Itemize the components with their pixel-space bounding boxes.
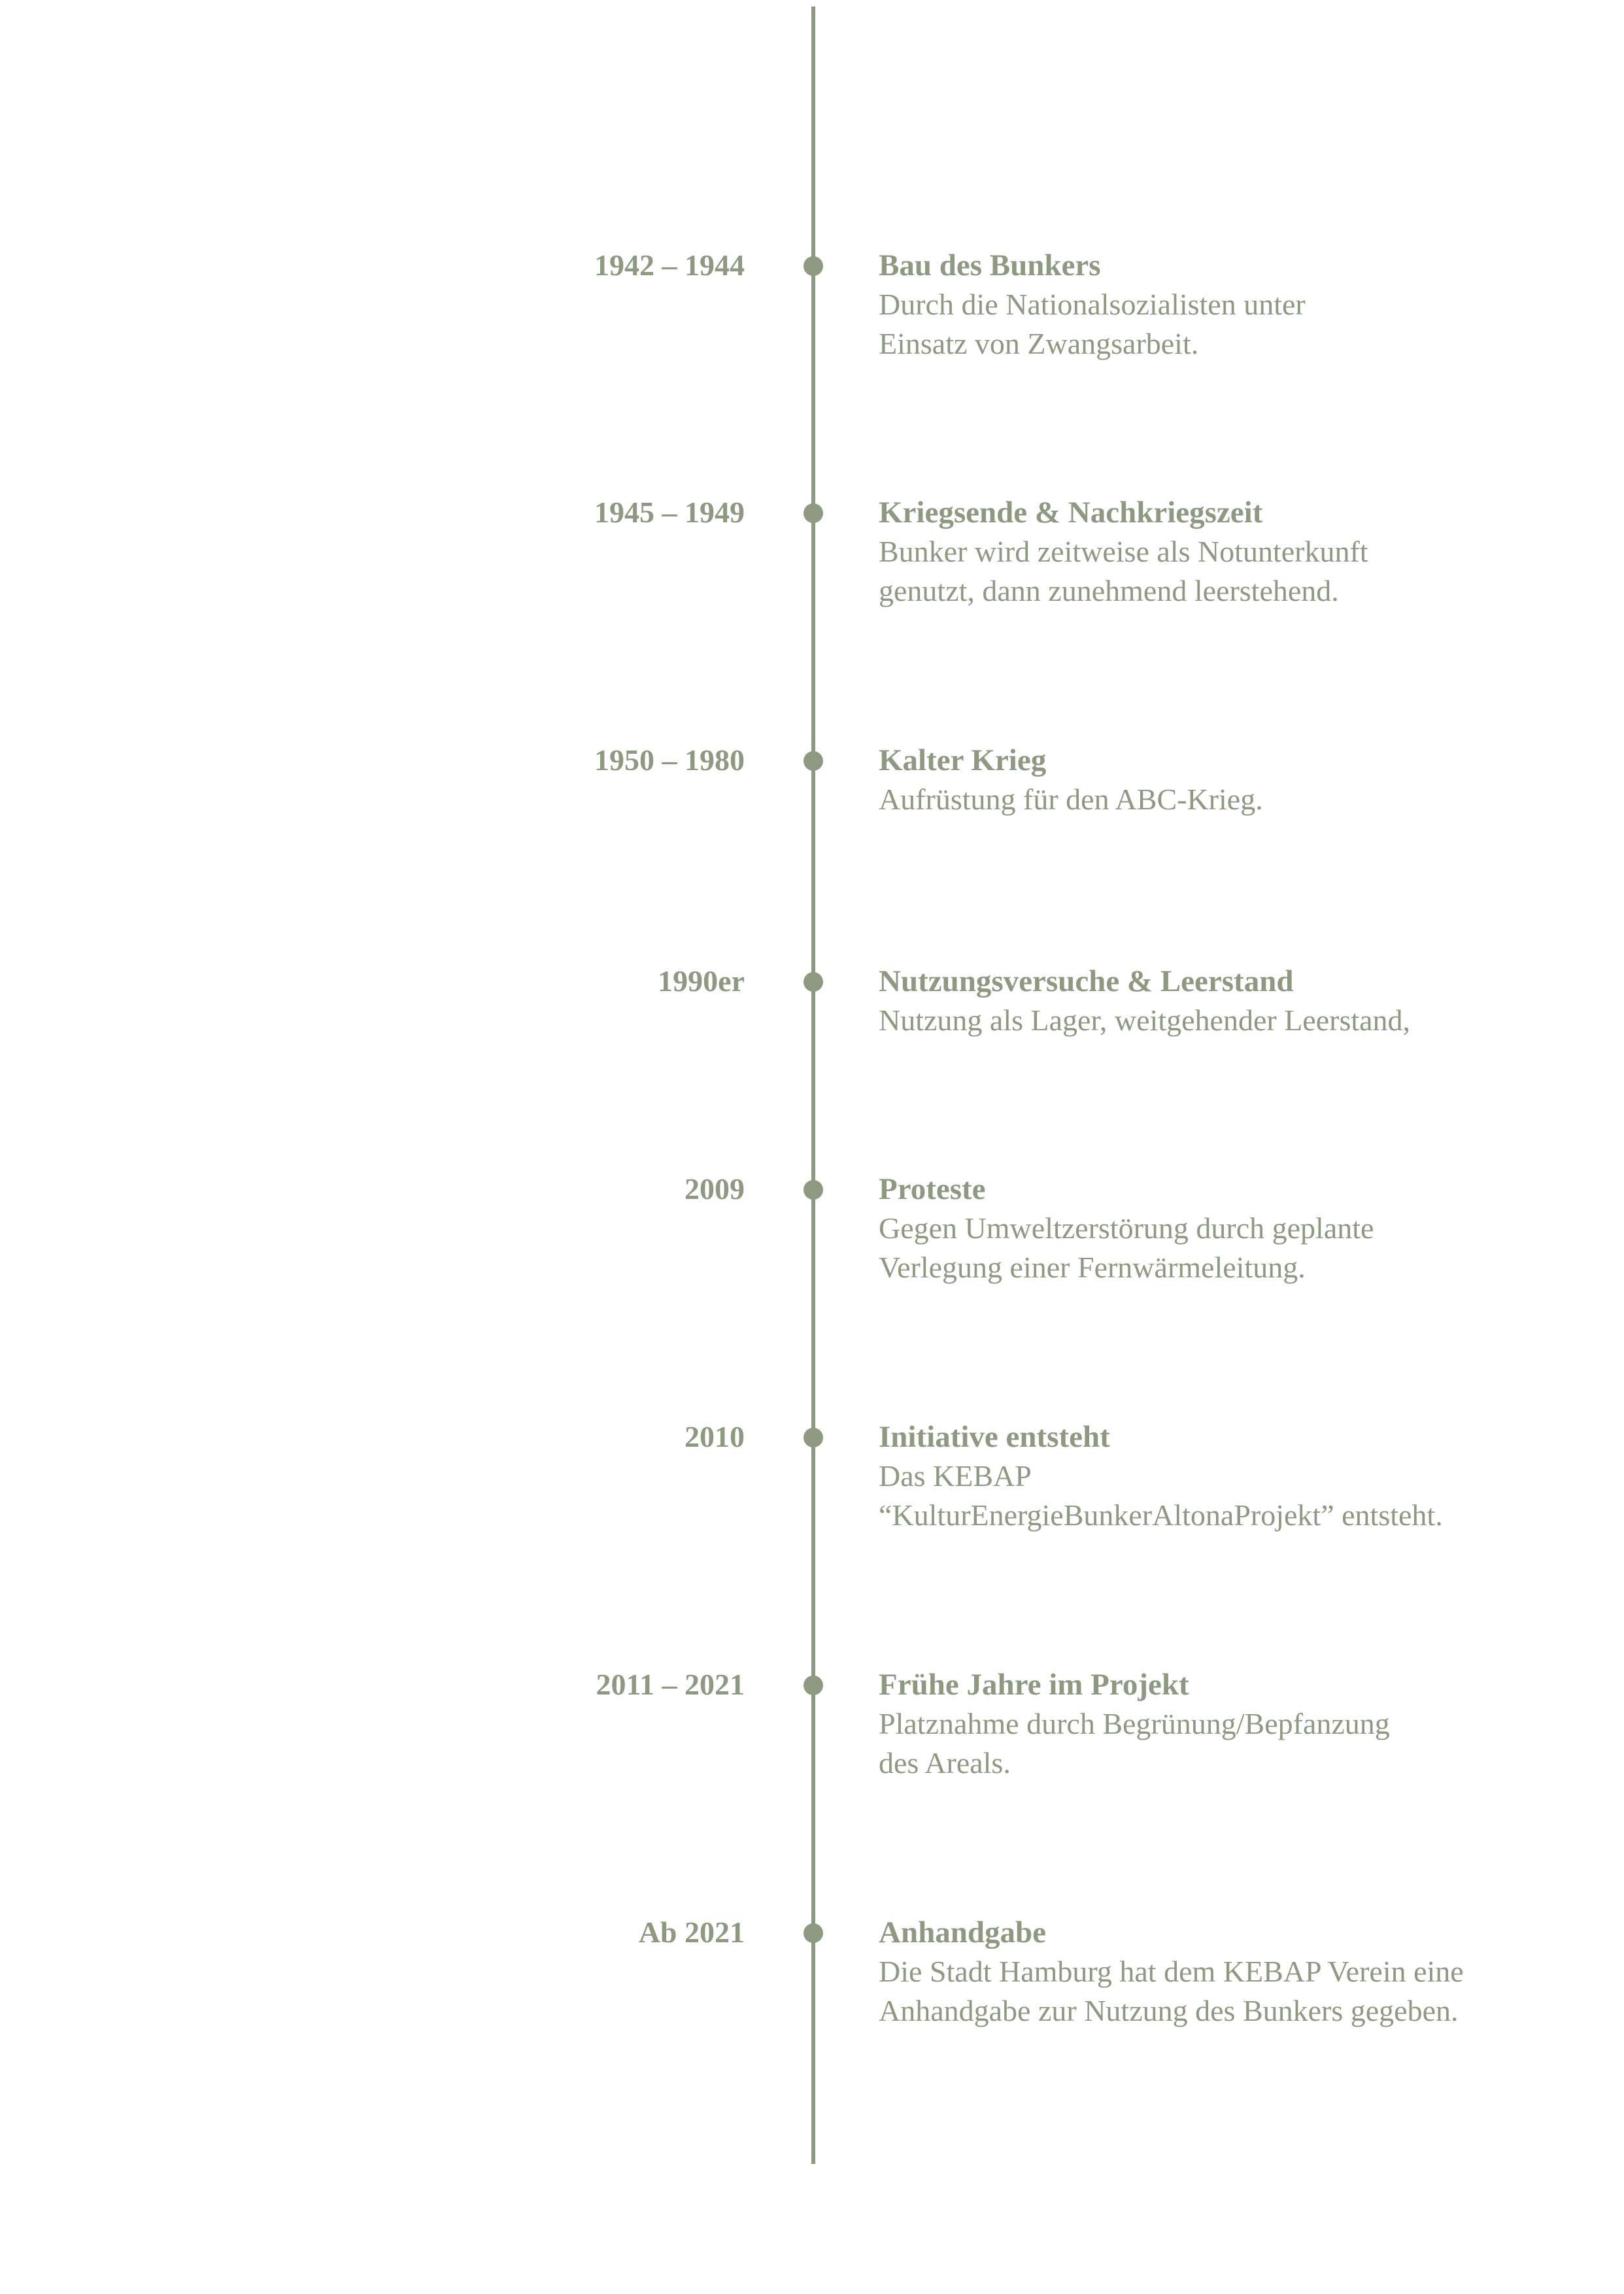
event-title: Kalter Krieg [879,743,1047,777]
event-description-line: Platznahme durch Begrünung/Bepfanzung [879,1707,1390,1740]
event-description [879,1209,1598,1287]
event-description [879,1001,1598,1040]
event-description-line: Verlegung einer Fernwärmeleitung. [879,1251,1306,1284]
event-description [879,780,1598,819]
event-title: Frühe Jahre im Projekt [879,1668,1189,1702]
event-content [879,493,1598,611]
event-description-line: Bunker wird zeitweise als Notunterkunft [879,535,1368,568]
event-title: Proteste [879,1172,986,1206]
event-title: Nutzungsversuche & Leerstand [879,964,1294,998]
event-content [879,246,1598,363]
timeline-dot-icon [804,1676,823,1695]
event-description-line: “KulturEnergieBunkerAltonaProjekt” entsteht. [879,1498,1443,1532]
event-description-line: Das KEBAP [879,1459,1032,1493]
event-content [879,1417,1598,1535]
event-content [879,1665,1598,1783]
event-date: 1942 – 1944 [594,248,745,282]
event-description-line: Anhandgabe zur Nutzung des Bunkers gegeben. [879,1994,1459,2027]
event-date: 2010 [685,1420,745,1453]
event-description-line: des Areals. [879,1746,1011,1780]
event-date: 2009 [685,1172,745,1206]
event-content [879,1170,1598,1287]
event-description [879,1704,1598,1783]
event-title: Kriegsende & Nachkriegszeit [879,496,1263,530]
event-content [879,962,1598,1040]
event-date: 1990er [658,964,745,998]
event-description-line: Durch die Nationalsozialisten unter [879,288,1306,321]
event-description [879,532,1598,611]
event-content [879,741,1598,819]
event-title: Bau des Bunkers [879,248,1101,282]
event-description-line: genutzt, dann zunehmend leerstehend. [879,574,1339,607]
event-title: Initiative entsteht [879,1420,1110,1454]
event-description [879,285,1598,363]
event-description [879,1952,1598,2031]
timeline-dot-icon [804,256,823,276]
timeline-event-2009 [0,1170,1624,1333]
timeline-event-1945 [0,493,1624,656]
event-date: Ab 2021 [638,1915,745,1949]
timeline-event-2011 [0,1665,1624,1829]
timeline-event-ab-2021 [0,1913,1624,2076]
event-description-line: Gegen Umweltzerstörung durch geplante [879,1211,1374,1245]
timeline-event-1942 [0,246,1624,409]
event-title: Anhandgabe [879,1915,1046,1949]
event-date: 2011 – 2021 [596,1668,745,1701]
timeline-dot-icon [804,1923,823,1943]
timeline-event-1950 [0,741,1624,904]
timeline-dot-icon [804,503,823,523]
event-description [879,1457,1598,1535]
event-date: 1945 – 1949 [594,496,745,529]
timeline-dot-icon [804,1180,823,1200]
event-description-line: Einsatz von Zwangsarbeit. [879,327,1199,360]
event-description-line: Aufrüstung für den ABC-Krieg. [879,783,1263,816]
timeline-event-2010 [0,1417,1624,1581]
event-description-line: Nutzung als Lager, weitgehender Leerstand, [879,1004,1411,1037]
timeline-event-1990er [0,962,1624,1125]
event-date: 1950 – 1980 [594,743,745,777]
timeline-dot-icon [804,972,823,992]
event-description-line: Die Stadt Hamburg hat dem KEBAP Verein eine [879,1955,1464,1988]
timeline-dot-icon [804,751,823,771]
event-content [879,1913,1598,2031]
timeline-dot-icon [804,1428,823,1447]
